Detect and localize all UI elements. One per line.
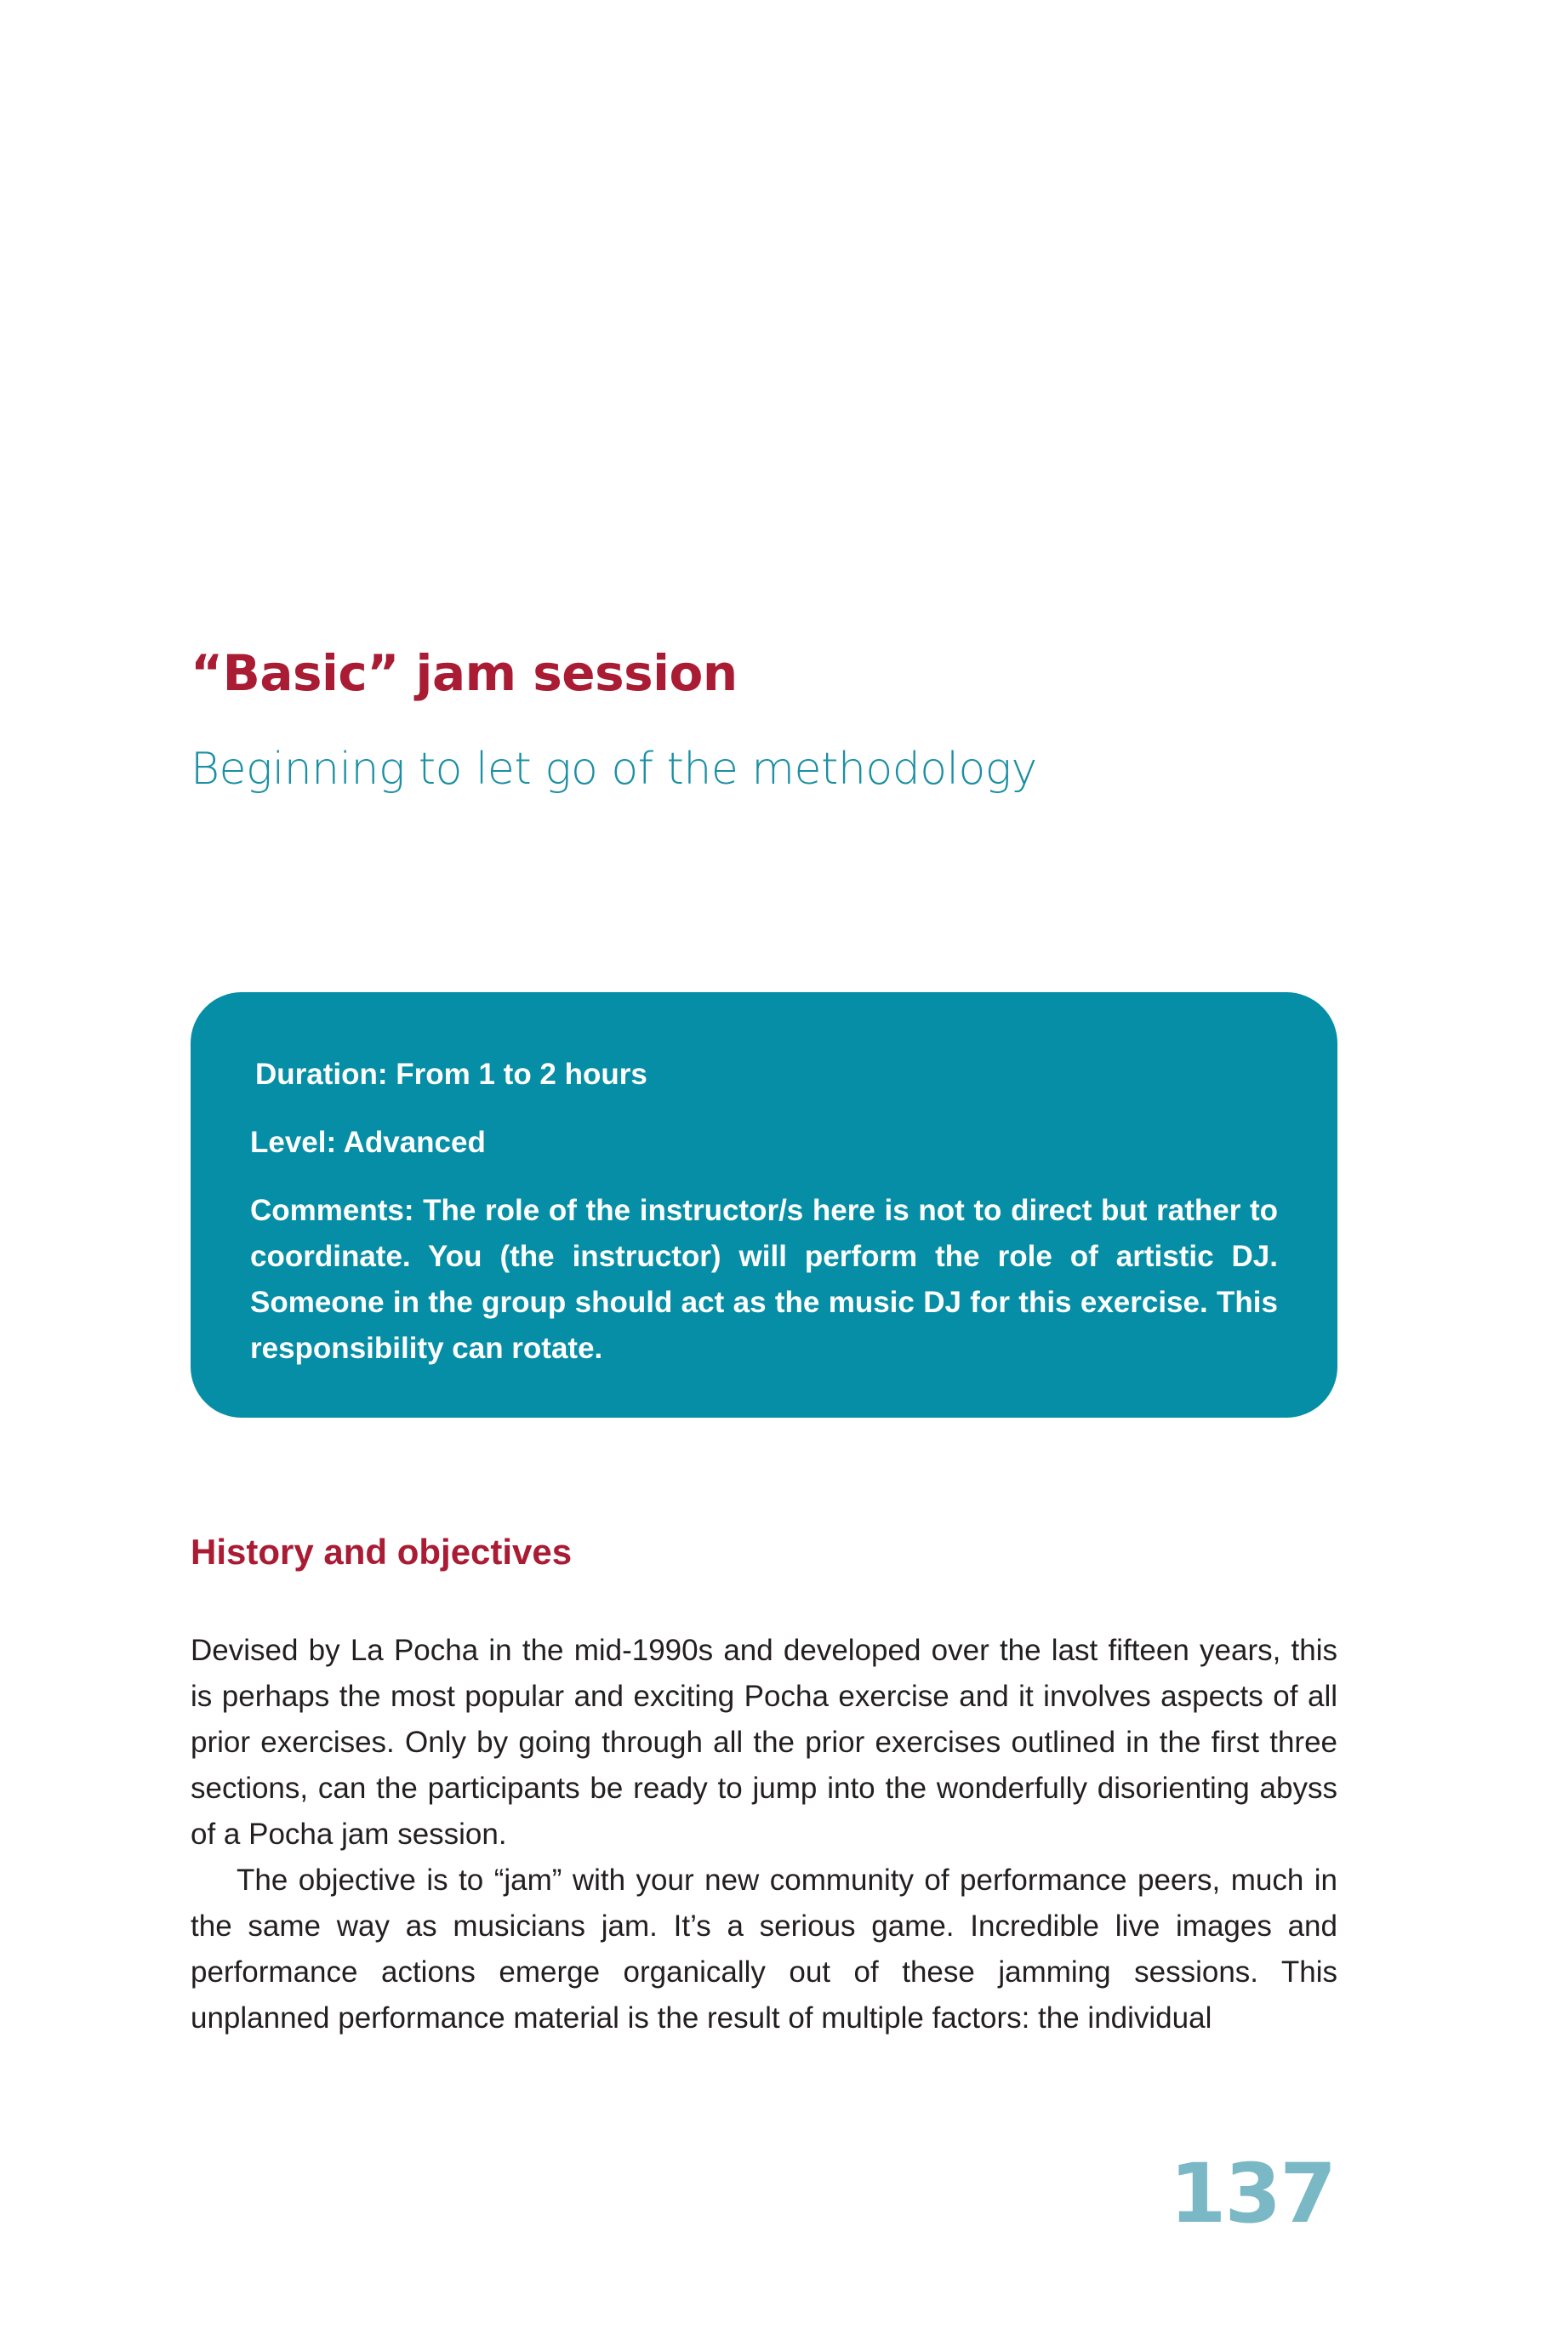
body-paragraph: The objective is to “jam” with your new community of performance peers, much in the same way as musicians jam. It’s a serious game. Incredible live images and performance actions emerge organically out of these jamming sessions. This unplanned performance material is the result of multiple factors: the individual: [191, 1864, 1337, 2035]
body-paragraph: Devised by La Pocha in the mid-1990s and developed over the last fifteen years, this is perhaps the most popular and exciting Pocha exercise and it involves aspects of all prior exercises. Only by going through all the prior exercises outlined in the first three sections, can the participants be ready to jump into the wonderfully disorienting abyss of a Pocha jam session.: [191, 1634, 1337, 1851]
exercise-info-box: [191, 992, 1337, 1418]
body-text: [191, 1628, 1337, 2041]
comments-text: Comments: The role of the instructor/s here is not to direct but rather to coordinate. You (the instructor) will perform the role of artistic DJ. Someone in the group should act as the music DJ for this exercise. This responsibility can rotate.: [250, 1194, 1278, 1365]
page-title: “Basic” jam session: [191, 644, 738, 702]
page-number: 137: [1169, 2146, 1335, 2241]
page-subtitle: Beginning to let go of the methodology: [191, 744, 1037, 795]
section-heading: History and objectives: [191, 1532, 573, 1572]
level-text: Level: Advanced: [250, 1126, 486, 1159]
duration-text: Duration: From 1 to 2 hours: [255, 1058, 647, 1091]
